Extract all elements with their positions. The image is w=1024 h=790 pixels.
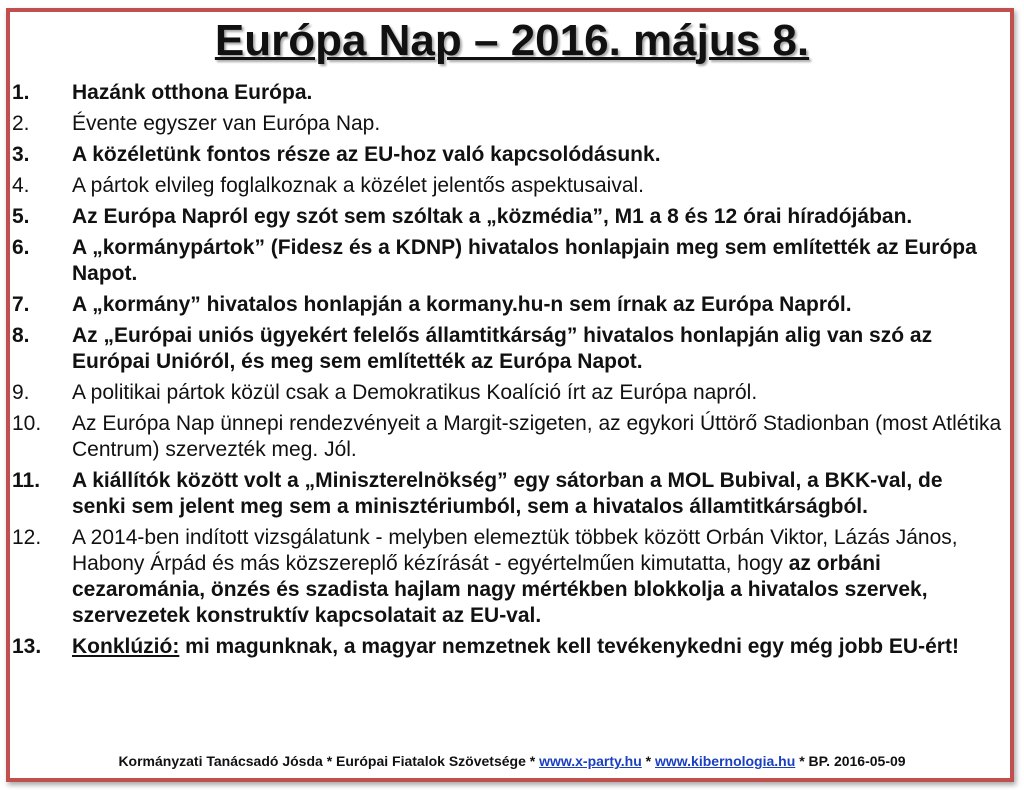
item-text-plain: A 2014-ben indított vizsgálatunk - melyben elemeztük többek között Orbán Viktor, Lázás János, Habony Árpád és más közszereplő kézírását - egyértelműen kimutatta, hogy bbox=[72, 526, 958, 575]
item-number: 8. bbox=[12, 324, 30, 347]
item-text: A közéletünk fontos része az EU-hoz való kapcsolódásunk. bbox=[72, 143, 661, 166]
page-title: Európa Nap – 2016. május 8. bbox=[214, 16, 810, 65]
item-text: Hazánk otthona Európa. bbox=[72, 81, 313, 104]
list-item-13 bbox=[12, 634, 1002, 660]
item-number: 12. bbox=[12, 526, 42, 549]
item-number: 10. bbox=[12, 412, 42, 435]
list-item-2 bbox=[12, 111, 1002, 137]
item-text: Az Európa Nap ünnepi rendezvényeit a Margit-szigeten, az egykori Úttörő Stadionban (most Atlétika Centrum) szervezték meg. Jól. bbox=[72, 412, 1002, 461]
item-text bbox=[72, 525, 1002, 629]
footer bbox=[0, 752, 1024, 770]
link-x-party[interactable]: www.x-party.hu bbox=[539, 753, 642, 769]
item-text: Évente egyszer van Európa Nap. bbox=[72, 112, 381, 135]
item-number: 6. bbox=[12, 236, 30, 259]
item-number: 7. bbox=[12, 293, 30, 316]
item-number: 11. bbox=[12, 469, 41, 492]
item-text: A „kormány” hivatalos honlapján a kormany.hu-n sem írnak az Európa Napról. bbox=[72, 293, 852, 316]
footer-date: * BP. 2016-05-09 bbox=[799, 753, 906, 769]
list-item-4 bbox=[12, 173, 1002, 199]
list-item-6 bbox=[12, 235, 1002, 287]
item-text: Az Európa Napról egy szót sem szóltak a „közmédia”, M1 a 8 és 12 órai híradójában. bbox=[72, 205, 913, 228]
footer-separator: * bbox=[645, 753, 652, 769]
item-text: A pártok elvileg foglalkoznak a közélet jelentős aspektusaival. bbox=[72, 174, 645, 197]
list-item-1 bbox=[12, 80, 1002, 106]
item-number: 2. bbox=[12, 112, 30, 135]
item-number: 4. bbox=[12, 174, 30, 197]
list-item-10 bbox=[12, 411, 1002, 463]
item-number: 3. bbox=[12, 143, 30, 166]
list-item-8 bbox=[12, 323, 1002, 375]
conclusion-text: mi magunknak, a magyar nemzetnek kell tevékenykedni egy még jobb EU-ért! bbox=[179, 635, 959, 658]
item-text: A kiállítók között volt a „Miniszterelnökség” egy sátorban a MOL Bubival, a BKK-val, de senki sem jelent meg sem a minisztériumból, sem a hivatalos államtitkárságból. bbox=[72, 469, 943, 518]
link-kibernologia[interactable]: www.kibernologia.hu bbox=[655, 753, 796, 769]
item-number: 9. bbox=[12, 381, 30, 404]
item-number: 13. bbox=[12, 635, 42, 658]
footer-org: Kormányzati Tanácsadó Jósda * Európai Fiatalok Szövetsége * bbox=[118, 753, 536, 769]
list-item-9 bbox=[12, 380, 1002, 406]
item-number: 5. bbox=[12, 205, 30, 228]
list-item-7 bbox=[12, 292, 1002, 318]
point-list bbox=[12, 80, 1002, 665]
item-text bbox=[72, 634, 1002, 660]
list-item-11 bbox=[12, 468, 1002, 520]
item-text-bold: az orbáni cezarománia, önzés és szadista hajlam nagy mértékben blokkolja a hivatalos szervek, szervezetek konstruktív kapcsolatait az EU-val. bbox=[72, 552, 928, 627]
list-item-12 bbox=[12, 525, 1002, 629]
conclusion-label: Konklúzió: bbox=[72, 635, 180, 658]
list-item-5 bbox=[12, 204, 1002, 230]
item-text: A „kormánypártok” (Fidesz és a KDNP) hivatalos honlapjain meg sem említették az Európa Napot. bbox=[72, 236, 977, 285]
item-number: 1. bbox=[12, 81, 30, 104]
list-item-3 bbox=[12, 142, 1002, 168]
item-text: Az „Európai uniós ügyekért felelős államtitkárság” hivatalos honlapján alig van szó az Európai Unióról, és meg sem említették az Európa Napot. bbox=[72, 324, 933, 373]
item-text: A politikai pártok közül csak a Demokratikus Koalíció írt az Európa napról. bbox=[72, 381, 758, 404]
